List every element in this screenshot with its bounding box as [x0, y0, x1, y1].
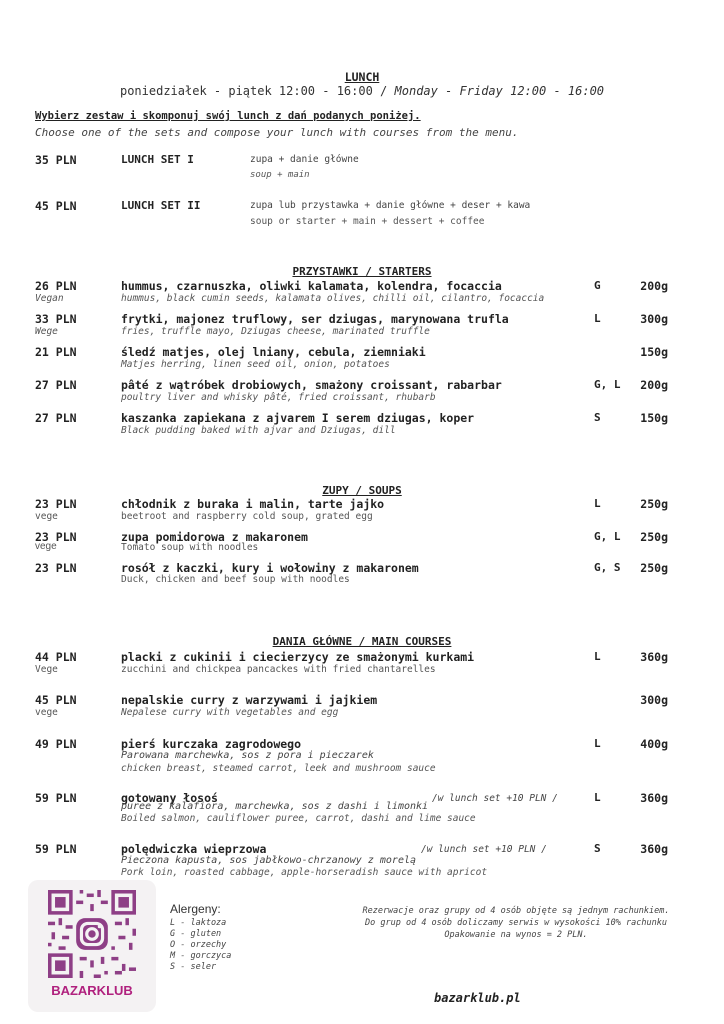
set-desc-en: soup + main — [250, 170, 310, 180]
item-weight: 150g — [640, 345, 668, 359]
set-desc-pl: zupa lub przystawka + danie główne + deser + kawa — [250, 200, 531, 211]
item-allergens: S — [594, 411, 601, 424]
item-desc: Black pudding baked with ajvar and Dziugas, dill — [121, 425, 396, 436]
item-allergens: L — [594, 737, 601, 750]
allergen-item: M - gorczyca — [170, 951, 232, 961]
allergen-item: L - laktoza — [170, 918, 227, 928]
footer-note: Rezerwacje oraz grupy od 4 osób objęte są jednym rachunkiem. — [362, 906, 670, 916]
item-desc: beetroot and raspberry cold soup, grated egg — [121, 511, 373, 522]
item-weight: 300g — [640, 693, 668, 707]
item-price: 23 PLN — [35, 497, 77, 511]
item-tag: vege — [35, 541, 57, 552]
allergen-item: S - seler — [170, 962, 217, 972]
item-name: zupa pomidorowa z makaronem — [121, 530, 308, 544]
item-weight: 250g — [640, 497, 668, 511]
item-desc: Nepalese curry with vegetables and egg — [121, 707, 339, 718]
menu-title: LUNCH — [344, 70, 380, 84]
item-weight: 200g — [640, 378, 668, 392]
item-weight: 400g — [640, 737, 668, 751]
item-weight: 200g — [640, 279, 668, 293]
item-weight: 360g — [640, 650, 668, 664]
qr-card[interactable] — [28, 880, 156, 1012]
item-tag: Wege — [35, 326, 58, 337]
item-price: 33 PLN — [35, 312, 77, 326]
allergen-item: O - orzechy — [170, 940, 227, 950]
section-heading-mains: DANIA GŁÓWNE / MAIN COURSES — [272, 635, 452, 648]
item-price: 21 PLN — [35, 345, 77, 359]
item-tag: vege — [35, 707, 58, 718]
item-desc: fries, truffle mayo, Dziugas cheese, marinated truffle — [121, 326, 430, 337]
item-desc: Boiled salmon, cauliflower puree, carrot, dashi and lime sauce — [121, 813, 476, 824]
item-price: 26 PLN — [35, 279, 77, 293]
set-desc-pl: zupa + danie główne — [250, 154, 359, 165]
item-price: 45 PLN — [35, 693, 77, 707]
item-weight: 360g — [640, 842, 668, 856]
lunch-set-surcharge: /w lunch set +10 PLN / — [432, 793, 558, 804]
item-tag: Vege — [35, 664, 58, 675]
item-desc: chicken breast, steamed carrot, leek and mushroom sauce — [121, 763, 436, 774]
item-name: frytki, majonez truflowy, ser dziugas, marynowana trufla — [121, 312, 509, 326]
set-name: LUNCH SET I — [121, 153, 194, 166]
item-name: nepalskie curry z warzywami i jajkiem — [121, 693, 378, 707]
item-name: kaszanka zapiekana z ajvarem I serem dziugas, koper — [121, 411, 475, 425]
lunch-set-surcharge: /w lunch set +10 PLN / — [421, 844, 547, 855]
item-weight: 250g — [640, 561, 668, 575]
item-price: 49 PLN — [35, 737, 77, 751]
set-name: LUNCH SET II — [121, 199, 201, 212]
footer-note: Do grup od 4 osób doliczamy serwis w wysokości 10% rachunku — [365, 918, 667, 928]
item-weight: 250g — [640, 530, 668, 544]
item-price: 23 PLN — [35, 530, 77, 544]
item-allergens: G, S — [594, 561, 621, 574]
item-allergens: L — [594, 650, 601, 663]
item-desc: Duck, chicken and beef soup with noodles — [121, 574, 350, 585]
opening-hours — [0, 84, 724, 98]
item-desc-pl: puree z kalafiora, marchewka, sos z dashi i limonki — [121, 801, 429, 812]
item-desc: poultry liver and whisky pâté, fried croissant, rhubarb — [121, 392, 436, 403]
item-name: pierś kurczaka zagrodowego — [121, 737, 302, 751]
item-desc: hummus, black cumin seeds, kalamata olives, chilli oil, cilantro, focaccia — [121, 293, 545, 304]
footer-note: Opakowanie na wynos = 2 PLN. — [444, 930, 588, 940]
hours-pl: poniedziałek - piątek 12:00 - 16:00 / — [119, 84, 395, 98]
item-tag: vege — [35, 511, 58, 522]
item-allergens: S — [594, 842, 601, 855]
item-price: 27 PLN — [35, 378, 77, 392]
intro-pl: Wybierz zestaw i skomponuj swój lunch z dań podanych poniżej. — [35, 110, 421, 122]
item-name: polędwiczka wieprzowa — [121, 842, 267, 856]
hours-en: Monday - Friday 12:00 - 16:00 — [394, 84, 605, 98]
set-price: 35 PLN — [35, 153, 77, 167]
qr-code-icon[interactable] — [48, 890, 136, 978]
allergens-title: Alergeny: — [170, 902, 221, 916]
item-allergens: G — [594, 279, 601, 292]
item-desc: Tomato soup with noodles — [121, 542, 259, 553]
item-price: 27 PLN — [35, 411, 77, 425]
item-name: gotowany łosoś — [121, 791, 218, 805]
item-allergens: L — [594, 312, 601, 325]
item-allergens: L — [594, 497, 601, 510]
item-desc: Pork loin, roasted cabbage, apple-horseradish sauce with apricot — [121, 867, 488, 878]
section-heading-starters: PRZYSTAWKI / STARTERS — [292, 265, 432, 278]
item-desc-pl: Pieczona kapusta, sos jabłkowo-chrzanowy z morelą — [121, 855, 417, 866]
item-name: placki z cukinii i ciecierzycy ze smażonymi kurkami — [121, 650, 475, 664]
item-price: 59 PLN — [35, 791, 77, 805]
item-allergens: G, L — [594, 378, 621, 391]
set-desc-en: soup or starter + main + dessert + coffee — [250, 216, 485, 227]
item-desc: zucchini and chickpea pancackes with fried chantarelles — [121, 664, 436, 675]
item-tag: Vegan — [35, 293, 64, 304]
section-heading-soups: ZUPY / SOUPS — [322, 484, 402, 497]
brand-logo: BAZARKLUB — [51, 983, 133, 998]
item-price: 23 PLN — [35, 561, 77, 575]
item-price: 44 PLN — [35, 650, 77, 664]
item-allergens: G, L — [594, 530, 621, 543]
intro-en: Choose one of the sets and compose your lunch with courses from the menu. — [35, 126, 519, 139]
item-name: śledź matjes, olej lniany, cebula, ziemniaki — [121, 345, 426, 359]
item-weight: 360g — [640, 791, 668, 805]
item-name: chłodnik z buraka i malin, tarte jajko — [121, 497, 385, 511]
item-desc-pl: Parowana marchewka, sos z pora i pieczarek — [121, 750, 374, 761]
item-weight: 150g — [640, 411, 668, 425]
item-name: rosół z kaczki, kury i wołowiny z makaronem — [121, 561, 419, 575]
set-price: 45 PLN — [35, 199, 77, 213]
item-weight: 300g — [640, 312, 668, 326]
item-allergens: L — [594, 791, 601, 804]
allergen-item: G - gluten — [170, 929, 222, 939]
item-price: 59 PLN — [35, 842, 77, 856]
website-link[interactable]: bazarklub.pl — [434, 991, 521, 1005]
item-name: pâté z wątróbek drobiowych, smażony croissant, rabarbar — [121, 378, 502, 392]
item-desc: Matjes herring, linen seed oil, onion, potatoes — [121, 359, 390, 370]
item-name: hummus, czarnuszka, oliwki kalamata, kolendra, focaccia — [121, 279, 502, 293]
